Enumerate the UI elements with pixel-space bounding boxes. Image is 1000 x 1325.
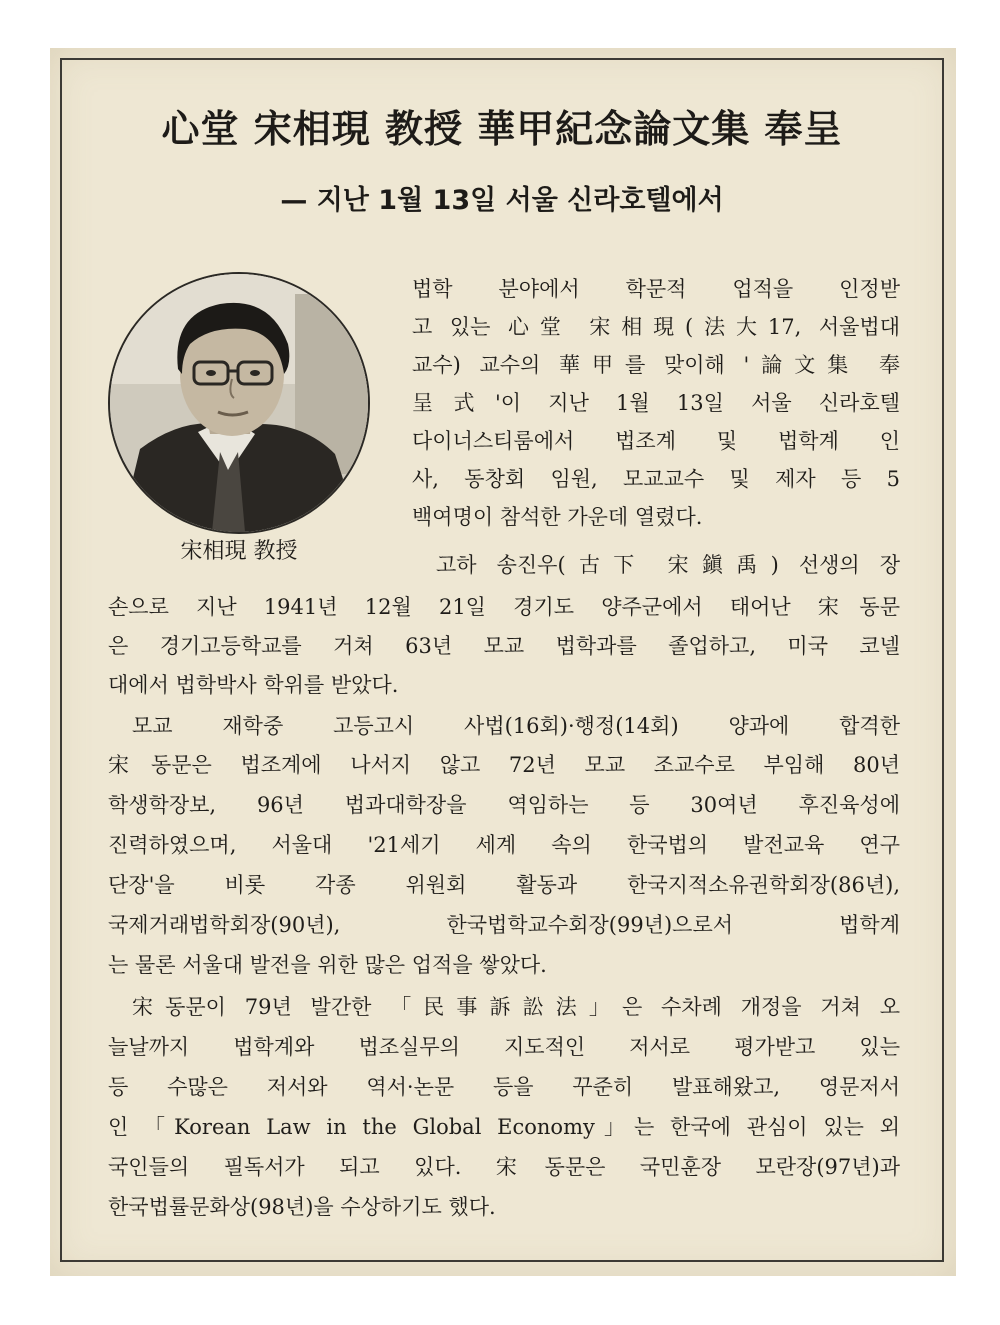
- article-line: 모교 재학중 고등고시 사법(16회)·행정(14회) 양과에 합격한: [132, 714, 900, 738]
- article-line: 다이너스티룸에서 법조계 및 법학계 인: [412, 429, 900, 453]
- article-line: 진력하였으며, 서울대 '21세기 세계 속의 한국법의 발전교육 연구: [108, 833, 900, 857]
- article-line: 사, 동창회 임원, 모교교수 및 제자 등 5: [412, 467, 900, 491]
- article-line: 고하 송진우(古下 宋鎭禹) 선생의 장: [436, 553, 900, 577]
- article-line: 대에서 법학박사 학위를 받았다.: [108, 673, 399, 697]
- article-line: 국인들의 필독서가 되고 있다. 宋동문은 국민훈장 모란장(97년)과: [108, 1155, 900, 1179]
- article-line: 呈式'이 지난 1월 13일 서울 신라호텔: [412, 391, 900, 415]
- article-line: 宋동문은 법조계에 나서지 않고 72년 모교 조교수로 부임해 80년: [108, 753, 900, 777]
- article-line: 는 물론 서울대 발전을 위한 많은 업적을 쌓았다.: [108, 953, 547, 977]
- article-line: 단장'을 비롯 각종 위원회 활동과 한국지적소유권학회장(86년),: [108, 873, 900, 897]
- article-line: 宋동문이 79년 발간한 「民事訴訟法」은 수차례 개정을 거쳐 오: [132, 995, 900, 1019]
- article-line: 고 있는 心堂 宋相現(法大17, 서울법대: [412, 315, 900, 339]
- article-line: 인 「Korean Law in the Global Economy」는 한국에 관심이 있는 외: [108, 1115, 900, 1139]
- article-subtitle: — 지난 1월 13일 서울 신라호텔에서: [280, 185, 724, 216]
- article-line: 늘날까지 법학계와 법조실무의 지도적인 저서로 평가받고 있는: [108, 1035, 900, 1059]
- article-line: 국제거래법학회장(90년), 한국법학교수회장(99년)으로서 법학계: [108, 913, 900, 937]
- article-line: 교수) 교수의 華甲를 맞이해 '論文集 奉: [412, 353, 900, 377]
- article-line: 법학 분야에서 학문적 업적을 인정받: [412, 277, 900, 301]
- article-title: 心堂 宋相現 教授 華甲紀念論文集 奉呈: [161, 106, 843, 151]
- professor-portrait: [108, 272, 370, 534]
- article-line: 백여명이 참석한 가운데 열렸다.: [412, 505, 703, 529]
- article-line: 한국법률문화상(98년)을 수상하기도 했다.: [108, 1195, 496, 1219]
- article-line: 은 경기고등학교를 거쳐 63년 모교 법학과를 졸업하고, 미국 코넬: [108, 634, 900, 658]
- article-line: 등 수많은 저서와 역서·논문 등을 꾸준히 발표해왔고, 영문저서: [108, 1075, 900, 1099]
- article-line: 학생학장보, 96년 법과대학장을 역임하는 등 30여년 후진육성에: [108, 793, 900, 817]
- article-line: 손으로 지난 1941년 12월 21일 경기도 양주군에서 태어난 宋동문: [108, 595, 900, 619]
- portrait-caption: 宋相現 教授: [180, 539, 298, 564]
